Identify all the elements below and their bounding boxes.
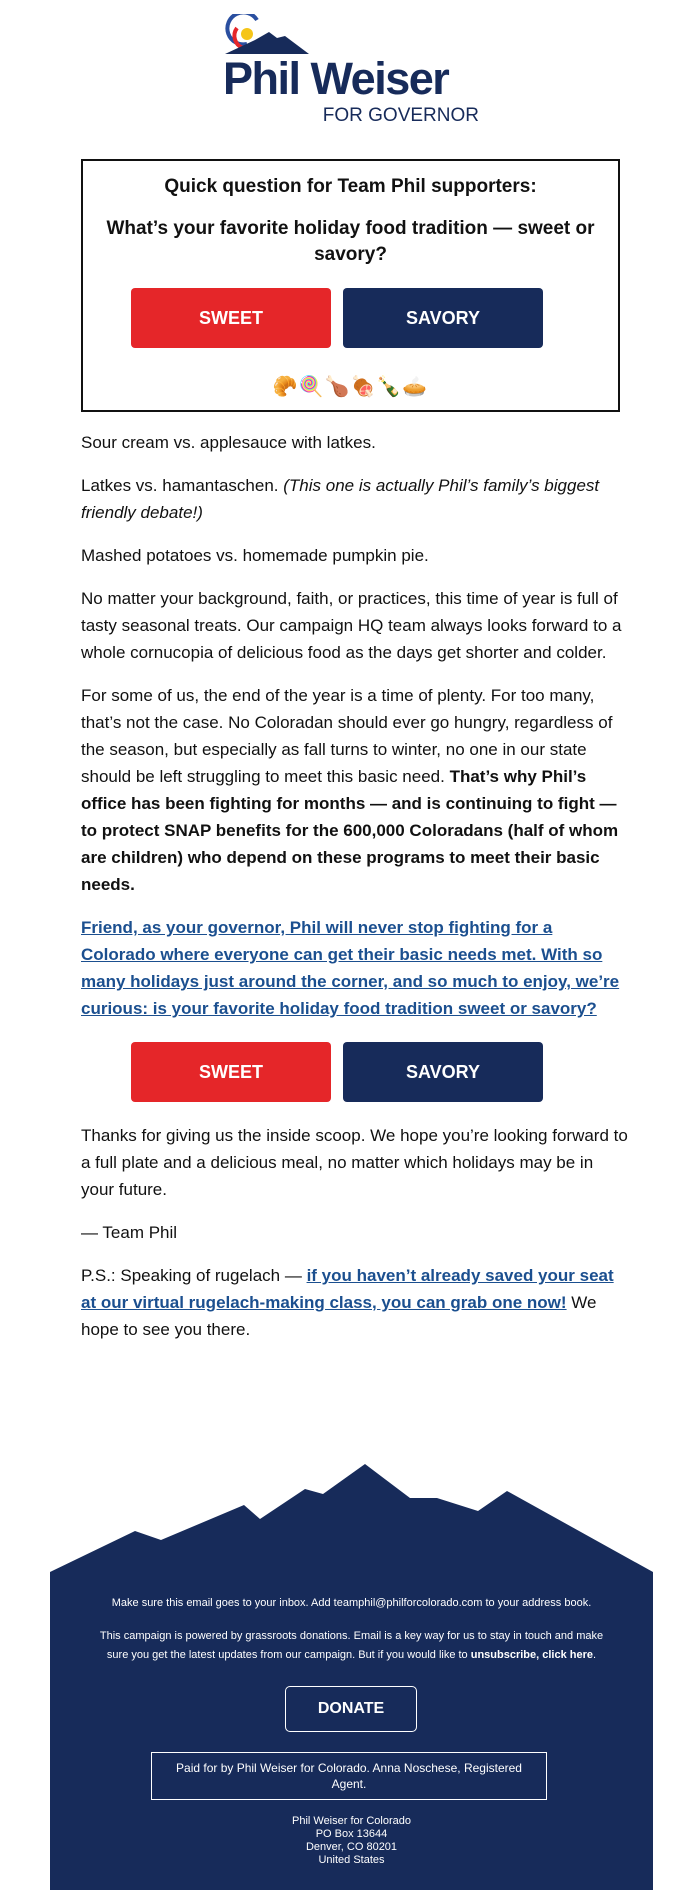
p5-bold: That’s why Phil’s office has been fighting for months — and is continuing to fight — to protect SNAP benefits for the 600,000 Coloradans (half of whom are children) who depend on these programs to meet their basic needs. [81,767,619,894]
mailing-address [50,1815,653,1867]
footer-text: This campaign is powered by grassroots donations. Email is a key way for us to stay in touch and make sure you get the latest updates from our campaign. But if you would like to [99,1630,604,1661]
food-emojis-icon: 🥐🍭🍗🍖🍾🥧 [272,376,429,398]
logo-subtitle: FOR GOVERNOR [322,105,479,126]
address-line: Phil Weiser for Colorado [291,1815,411,1827]
rugelach-class-link[interactable]: if you haven’t already saved your seat at our virtual rugelach-making class, you can grab one now! [81,1266,614,1312]
sweet-button-2[interactable]: SWEET [131,1042,331,1102]
p2-text: Latkes vs. hamantaschen. [81,476,284,495]
footer-period: . [593,1649,597,1661]
paragraph-1: Sour cream vs. applesauce with latkes. [81,433,376,452]
poll-question: What’s your favorite holiday food tradition — sweet or savory? [106,218,595,265]
address-line: United States [318,1854,385,1866]
address-line: Denver, CO 80201 [305,1841,398,1853]
paragraph-3: Mashed potatoes vs. homemade pumpkin pie. [81,546,429,565]
logo-name: Phil Weiser [223,53,449,104]
savory-button-2[interactable]: SAVORY [343,1042,543,1102]
p5-text: For some of us, the end of the year is a time of plenty. For too many, that’s not the case. No Coloradan should ever go hungry, regardless of the season, but especially as fall turns to winter, no one in our state should be left struggling to meet this basic need. [81,686,613,786]
paragraph-7: Thanks for giving us the inside scoop. We hope you’re looking forward to a full plate and a delicious meal, no matter which holidays may be in your future. [81,1126,628,1199]
paragraph-4: No matter your background, faith, or practices, this time of year is full of tasty seasonal treats. Our campaign HQ team always looks forward to a whole cornucopia of delicious food as the days get shorter and colder. [81,589,622,662]
poll-title: Quick question for Team Phil supporters: [164,176,537,197]
paid-for-disclaimer: Paid for by Phil Weiser for Colorado. Anna Noschese, Registered Agent. [151,1752,547,1800]
footer-inbox-note: Make sure this email goes to your inbox. Add teamphil@philforcolorado.com to your address book. [111,1597,592,1609]
ps-text: P.S.: Speaking of rugelach — [81,1266,307,1285]
address-line: PO Box 13644 [315,1828,388,1840]
poll-question-link[interactable]: Friend, as your governor, Phil will never stop fighting for a Colorado where everyone can get their basic needs met. With so many holidays just around the corner, and so much to enjoy, we’re curious: is your favorite holiday food tradition sweet or savory? [81,918,620,1018]
p2-italic: (This one is actually Phil’s family’s biggest friendly debate!) [81,476,600,522]
signoff: — Team Phil [81,1223,178,1242]
savory-button[interactable]: SAVORY [343,288,543,348]
unsubscribe-link[interactable]: unsubscribe, click here [470,1649,594,1661]
footer-grassroots-note [50,1627,653,1665]
ps-end: We hope to see you there. [81,1293,597,1339]
sweet-button[interactable]: SWEET [131,288,331,348]
donate-button[interactable]: DONATE [285,1686,417,1732]
